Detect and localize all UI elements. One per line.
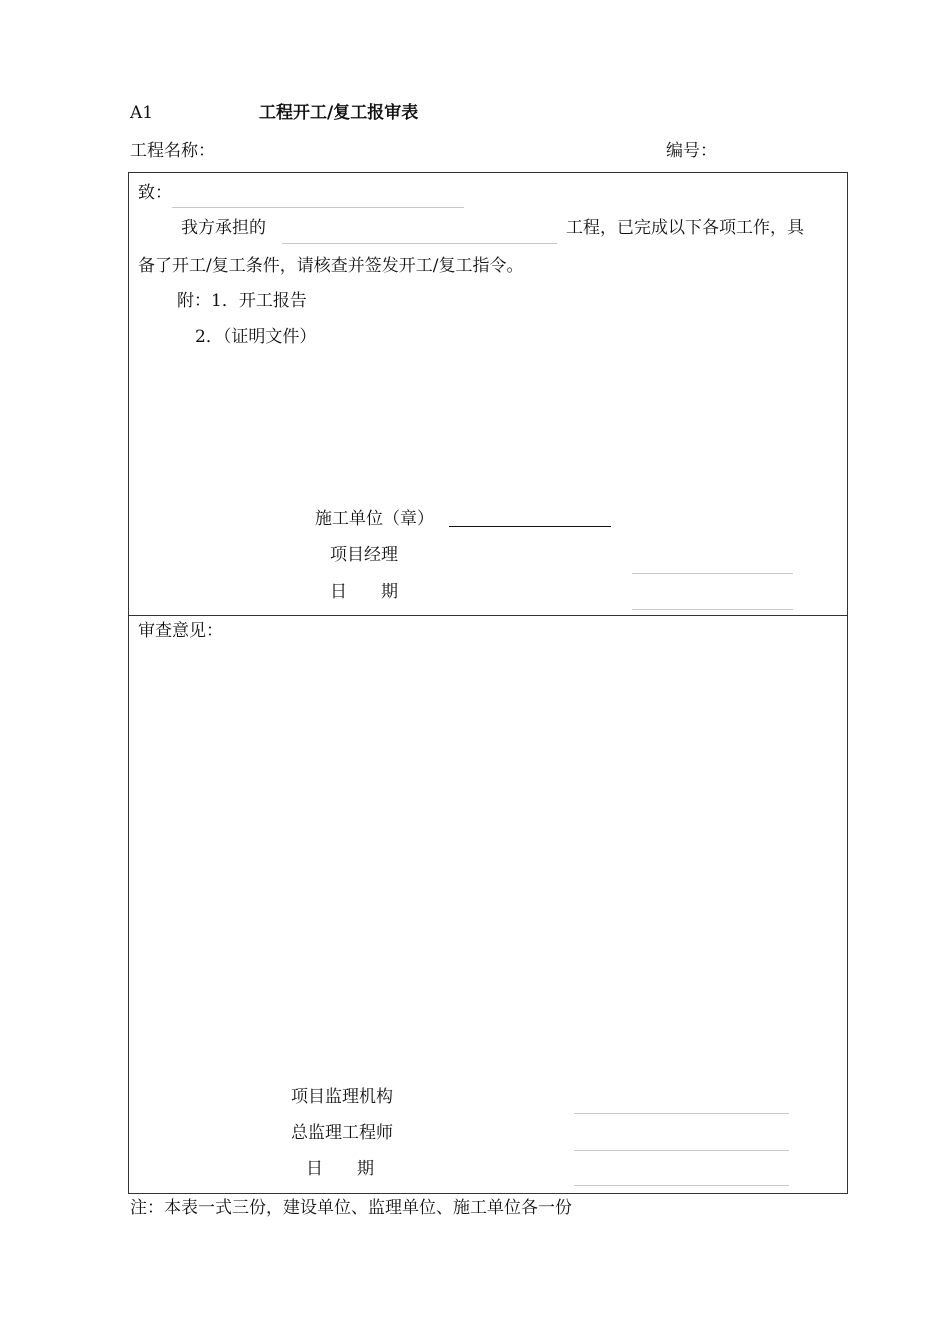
contractor-label: 施工单位（章）	[315, 509, 434, 529]
body-suffix: 工程，已完成以下各项工作，具	[566, 218, 804, 238]
date-field[interactable]	[632, 609, 793, 610]
contractor-seal-line[interactable]	[449, 526, 611, 527]
manager-label: 项目经理	[330, 545, 398, 565]
form-table	[128, 172, 848, 1194]
serial-number-label: 编号：	[666, 141, 717, 161]
recipient-field[interactable]	[172, 207, 464, 208]
form-code: A1	[130, 103, 154, 123]
attachment-2: 2．（证明文件）	[195, 327, 317, 347]
review-date-label: 日 期	[306, 1159, 374, 1179]
to-label: 致：	[138, 183, 172, 203]
project-name-label: 工程名称：	[130, 141, 215, 161]
project-field[interactable]	[282, 243, 557, 244]
review-date-field[interactable]	[574, 1185, 789, 1186]
footer-note: 注：本表一式三份，建设单位、监理单位、施工单位各一份	[130, 1198, 572, 1218]
attachment-1: 附：1．开工报告	[177, 291, 307, 311]
manager-field[interactable]	[632, 573, 793, 574]
review-opinion-label: 审查意见：	[138, 621, 223, 641]
chief-engineer-label: 总监理工程师	[291, 1123, 393, 1143]
body-line-2: 备了开工/复工条件，请核查并签发开工/复工指令。	[138, 256, 524, 276]
form-title: 工程开工/复工报审表	[259, 103, 419, 123]
review-section	[129, 616, 847, 1193]
body-prefix: 我方承担的	[181, 218, 266, 238]
chief-engineer-field[interactable]	[574, 1150, 789, 1151]
supervision-org-field[interactable]	[574, 1113, 789, 1114]
date-label: 日 期	[330, 582, 398, 602]
supervision-org-label: 项目监理机构	[291, 1087, 393, 1107]
application-section	[129, 173, 847, 616]
